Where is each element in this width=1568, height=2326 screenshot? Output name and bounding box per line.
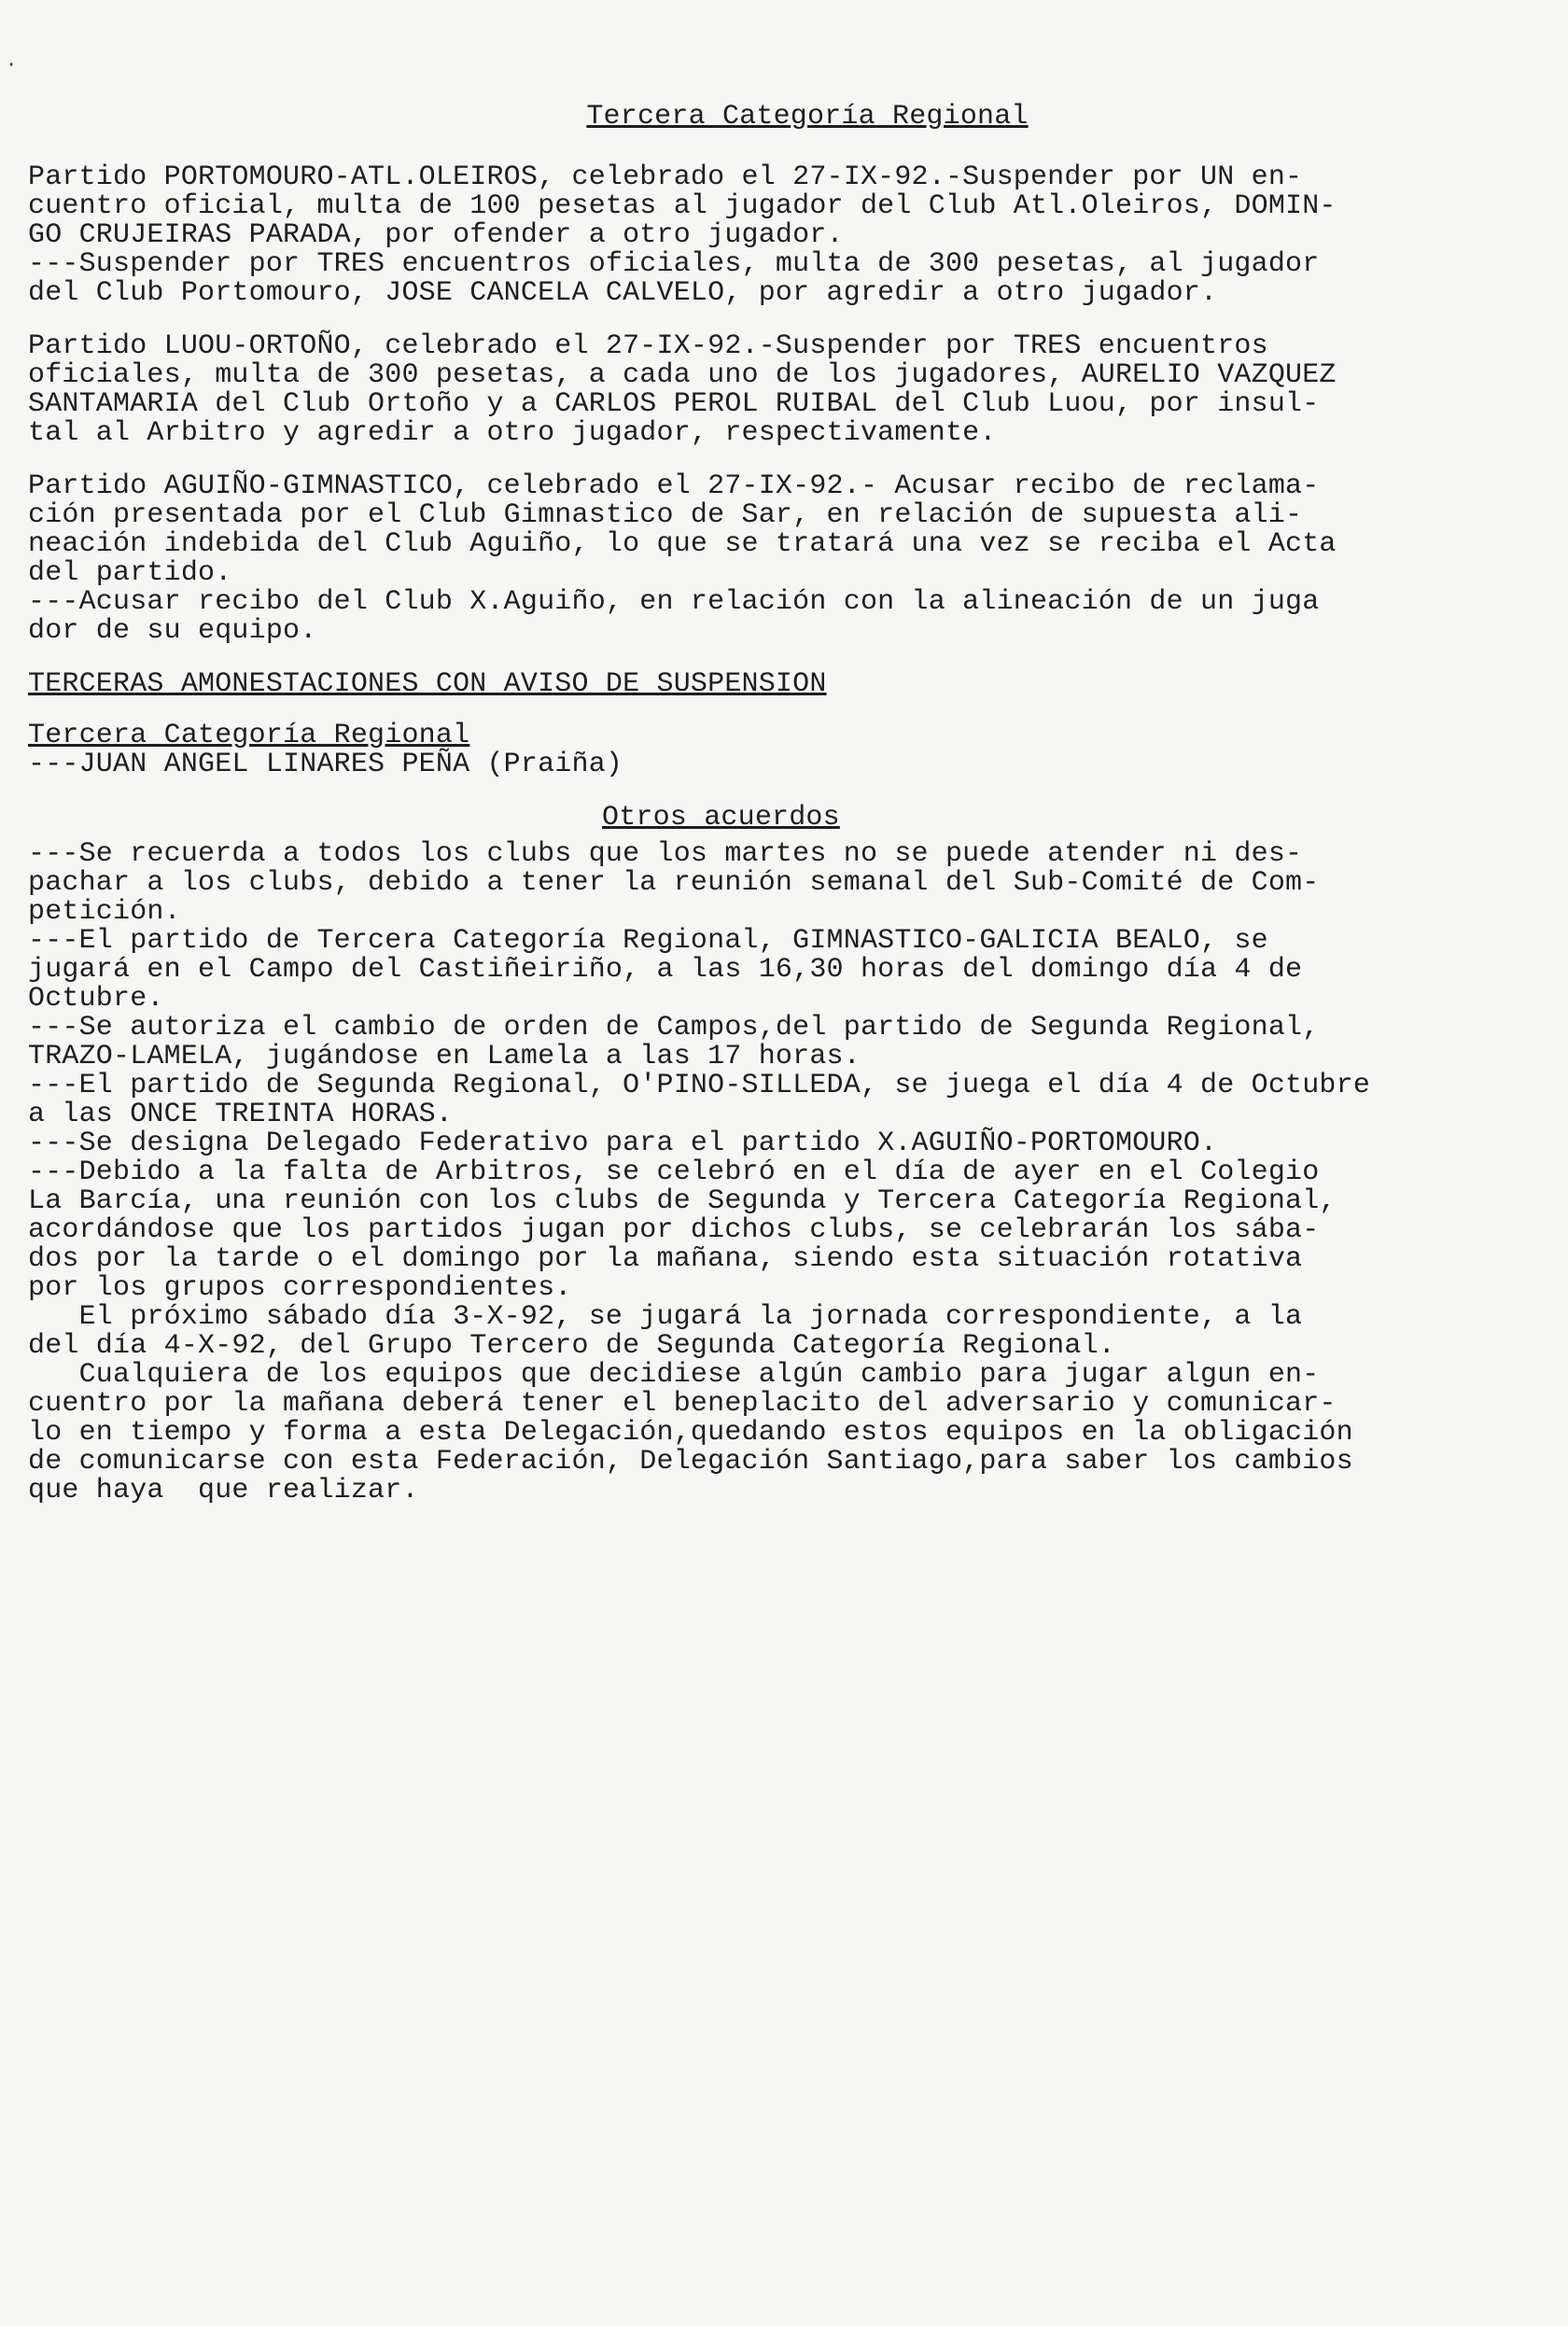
text-line: dos por la tarde o el domingo por la mañana, siendo esta situación rotativa — [28, 1243, 1303, 1275]
text-line: Cualquiera de los equipos que decidiese algún cambio para jugar algun en- — [28, 1359, 1320, 1391]
text-line: ---Se designa Delegado Federativo para el partido X.AGUIÑO-PORTOMOURO. — [28, 1128, 1218, 1159]
text-line: lo en tiempo y forma a esta Delegación,quedando estos equipos en la obligación — [28, 1417, 1353, 1449]
section-luou — [28, 332, 1531, 448]
text-line: ---Debido a la falta de Arbitros, se celebró en el día de ayer en el Colegio — [28, 1156, 1320, 1188]
section-aguino — [28, 472, 1531, 646]
text-line: a las ONCE TREINTA HORAS. — [28, 1099, 454, 1130]
text-line: ción presentada por el Club Gimnastico de Sar, en relación de supuesta ali- — [28, 499, 1303, 531]
text-line: jugará en el Campo del Castiñeiriño, a las 16,30 horas del domingo día 4 de — [28, 954, 1303, 986]
amonestaciones-block — [28, 722, 1531, 779]
page-title: Tercera Categoría Regional — [586, 101, 1029, 133]
section-otros — [28, 840, 1531, 1506]
text-line: de comunicarse con esta Federación, Delegación Santiago,para saber los cambios — [28, 1446, 1353, 1478]
text-line: neación indebida del Club Aguiño, lo que se tratará una vez se reciba el Acta — [28, 528, 1337, 560]
player-line: ---JUAN ANGEL LINARES PEÑA (Praiña) — [28, 749, 623, 780]
text-line: dor de su equipo. — [28, 615, 317, 647]
text-line: El próximo sábado día 3-X-92, se jugará la jornada correspondiente, a la — [28, 1301, 1303, 1333]
corner-mark: · — [7, 51, 16, 79]
text-line: TRAZO-LAMELA, jugándose en Lamela a las 17 horas. — [28, 1041, 861, 1072]
text-line: por los grupos correspondientes. — [28, 1272, 572, 1304]
text-line: ---Se autoriza el cambio de orden de Campos,del partido de Segunda Regional, — [28, 1012, 1320, 1044]
text-line: ---El partido de Tercera Categoría Regional, GIMNASTICO-GALICIA BEALO, se — [28, 925, 1268, 957]
text-line: ---Se recuerda a todos los clubs que los martes no se puede atender ni des- — [28, 838, 1303, 870]
otros-heading: Otros acuerdos — [602, 802, 840, 834]
text-line: Octubre. — [28, 983, 164, 1015]
text-line: cuentro por la mañana deberá tener el beneplacito del adversario y comunicar- — [28, 1388, 1337, 1420]
text-line: del partido. — [28, 557, 232, 589]
text-line: Partido PORTOMOURO-ATL.OLEIROS, celebrado el 27-IX-92.-Suspender por UN en- — [28, 161, 1303, 193]
text-line: GO CRUJEIRAS PARADA, por ofender a otro jugador. — [28, 219, 844, 251]
text-line: del día 4-X-92, del Grupo Tercero de Segunda Categoría Regional. — [28, 1330, 1115, 1362]
text-line: petición. — [28, 896, 181, 928]
text-line: acordándose que los partidos jugan por dichos clubs, se celebrarán los sába- — [28, 1214, 1320, 1246]
text-line: cuentro oficial, multa de 100 pesetas al jugador del Club Atl.Oleiros, DOMIN- — [28, 190, 1337, 222]
text-line: que haya que realizar. — [28, 1475, 419, 1506]
section-portomouro — [28, 163, 1531, 308]
text-line: pachar a los clubs, debido a tener la reunión semanal del Sub-Comité de Com- — [28, 867, 1320, 899]
document-body — [28, 103, 1531, 1506]
text-line: tal al Arbitro y agredir a otro jugador, respectivamente. — [28, 417, 997, 449]
text-line: La Barcía, una reunión con los clubs de Segunda y Tercera Categoría Regional, — [28, 1185, 1337, 1217]
text-line: del Club Portomouro, JOSE CANCELA CALVELO, por agredir a otro jugador. — [28, 277, 1218, 309]
text-line: ---Acusar recibo del Club X.Aguiño, en relación con la alineación de un juga — [28, 586, 1320, 618]
text-line: Partido AGUIÑO-GIMNASTICO, celebrado el 27-IX-92.- Acusar recibo de reclama- — [28, 470, 1320, 502]
text-line: SANTAMARIA del Club Ortoño y a CARLOS PEROL RUIBAL del Club Luou, por insul- — [28, 388, 1320, 420]
text-line: ---Suspender por TRES encuentros oficiales, multa de 300 pesetas, al jugador — [28, 248, 1320, 280]
text-line: Partido LUOU-ORTOÑO, celebrado el 27-IX-92.-Suspender por TRES encuentros — [28, 330, 1268, 362]
category-heading: Tercera Categoría Regional — [28, 720, 470, 751]
text-line: oficiales, multa de 300 pesetas, a cada uno de los jugadores, AURELIO VAZQUEZ — [28, 359, 1337, 391]
text-line: ---El partido de Segunda Regional, O'PINO-SILLEDA, se juega el día 4 de Octubre — [28, 1070, 1371, 1101]
amonestaciones-heading: TERCERAS AMONESTACIONES CON AVISO DE SUSPENSION — [28, 668, 827, 700]
